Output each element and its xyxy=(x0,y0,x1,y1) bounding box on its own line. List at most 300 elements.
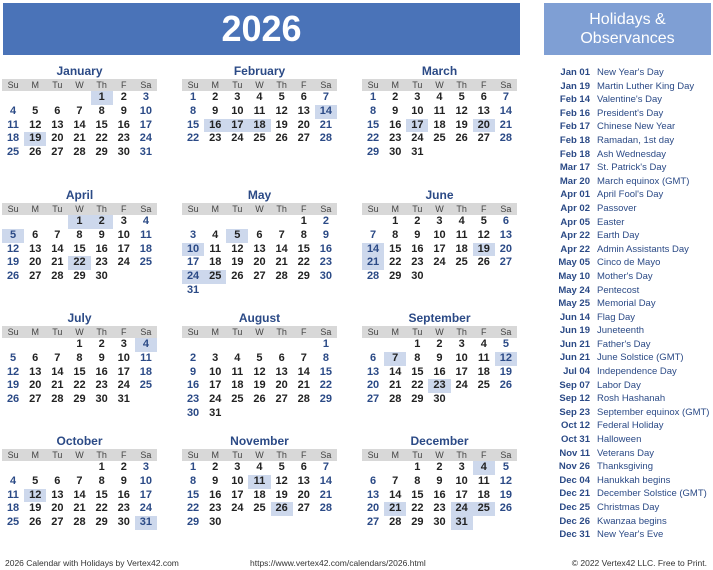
day-cell: 21 xyxy=(51,379,64,392)
weekday-label: M xyxy=(211,450,219,460)
day-cell: 19 xyxy=(29,502,42,515)
footer-left: 2026 Calendar with Holidays by Vertex42.com xyxy=(5,558,179,568)
weekday-label: M xyxy=(391,327,399,337)
weekday-header xyxy=(182,449,337,461)
day-cell: 20 xyxy=(297,488,310,501)
day-cell: 22 xyxy=(186,132,200,145)
day-cell: 30 xyxy=(95,270,108,283)
day-cell: 15 xyxy=(366,118,380,131)
weekday-label: M xyxy=(31,204,39,214)
weekday-label: Th xyxy=(96,450,107,460)
day-cell: 17 xyxy=(433,242,446,255)
holiday-row xyxy=(544,433,711,447)
weekday-label: Th xyxy=(456,327,467,337)
day-cell: 15 xyxy=(297,242,310,255)
holiday-row xyxy=(544,515,711,529)
day-cell: 8 xyxy=(414,351,421,364)
weekday-label: F xyxy=(481,327,487,337)
day-cell: 13 xyxy=(499,228,513,241)
weekday-label: Sa xyxy=(140,327,152,337)
day-cell: 16 xyxy=(433,488,446,501)
day-cell: 26 xyxy=(275,132,288,145)
empty-cell xyxy=(2,91,24,105)
weekday-label: F xyxy=(301,327,307,337)
holiday-name: Father's Day xyxy=(597,338,651,350)
weekday-label: W xyxy=(75,80,84,90)
day-cell: 27 xyxy=(499,256,513,269)
day-cell: 3 xyxy=(120,338,127,350)
day-cell: 25 xyxy=(455,256,468,269)
day-cell: 29 xyxy=(73,270,86,283)
day-cell: 21 xyxy=(319,118,333,131)
day-cell: 15 xyxy=(186,118,200,131)
empty-cell xyxy=(315,516,337,530)
day-cell: 28 xyxy=(73,146,86,159)
day-cell: 5 xyxy=(278,461,285,473)
empty-cell xyxy=(293,338,315,352)
day-cell: 28 xyxy=(389,516,402,529)
weekday-label: Sa xyxy=(320,80,332,90)
month-april xyxy=(2,188,157,284)
holiday-row xyxy=(544,392,711,406)
week-row xyxy=(182,243,337,257)
day-cell: 13 xyxy=(51,118,64,131)
holiday-date: Apr 02 xyxy=(560,202,590,214)
day-cell: 25 xyxy=(6,516,20,529)
day-cell: 26 xyxy=(29,516,42,529)
day-cell: 13 xyxy=(297,104,310,117)
holiday-row xyxy=(544,243,711,257)
weekday-label: Tu xyxy=(232,80,243,90)
holiday-name: New Year's Eve xyxy=(597,529,664,541)
holiday-row xyxy=(544,419,711,433)
holiday-date: Apr 05 xyxy=(560,216,590,228)
holiday-name: Halloween xyxy=(597,434,642,446)
holiday-date: Nov 26 xyxy=(558,461,590,473)
holiday-name: President's Day xyxy=(597,107,664,119)
empty-cell xyxy=(46,91,68,105)
weekday-label: Tu xyxy=(412,327,423,337)
holiday-date: Dec 26 xyxy=(559,515,590,527)
week-row xyxy=(182,475,337,489)
day-cell: 11 xyxy=(477,474,490,487)
day-cell: 13 xyxy=(366,365,380,378)
week-row xyxy=(182,270,337,284)
day-cell: 27 xyxy=(297,502,310,515)
day-cell: 28 xyxy=(389,393,402,406)
weekday-label: Sa xyxy=(500,204,512,214)
day-cell: 17 xyxy=(455,365,468,378)
day-cell: 28 xyxy=(51,270,64,283)
day-cell: 11 xyxy=(7,488,19,501)
day-cell: 19 xyxy=(253,379,266,392)
day-cell: 3 xyxy=(190,228,197,241)
day-cell: 6 xyxy=(32,351,39,364)
empty-cell xyxy=(473,270,495,284)
day-cell: 22 xyxy=(95,502,108,515)
day-cell: 19 xyxy=(473,243,495,257)
week-row xyxy=(2,132,157,146)
day-cell: 14 xyxy=(499,104,513,117)
weekday-label: Sa xyxy=(320,327,332,337)
empty-cell xyxy=(182,338,204,352)
day-cell: 20 xyxy=(366,502,380,515)
week-row xyxy=(182,215,337,229)
holiday-row xyxy=(544,351,711,365)
day-cell: 8 xyxy=(98,104,105,117)
day-cell: 16 xyxy=(411,242,424,255)
week-row xyxy=(2,338,157,352)
day-cell: 25 xyxy=(473,502,495,516)
day-cell: 26 xyxy=(499,379,513,392)
day-cell: 29 xyxy=(366,146,380,159)
day-cell: 15 xyxy=(411,365,424,378)
footer-link[interactable]: https://www.vertex42.com/calendars/2026.html xyxy=(250,558,426,568)
day-cell: 8 xyxy=(414,474,421,487)
month-name: October xyxy=(56,434,103,448)
day-cell: 9 xyxy=(120,474,127,487)
weekday-label: Su xyxy=(367,450,379,460)
month-name: January xyxy=(56,64,103,78)
day-cell: 4 xyxy=(256,461,263,473)
month-name: April xyxy=(65,188,94,202)
day-cell: 25 xyxy=(231,393,244,406)
week-row xyxy=(362,379,517,393)
month-name: December xyxy=(410,434,469,448)
day-cell: 21 xyxy=(73,132,86,145)
holiday-name: Flag Day xyxy=(597,311,636,323)
day-cell: 13 xyxy=(29,242,42,255)
week-row xyxy=(2,502,157,516)
day-cell: 30 xyxy=(319,270,333,283)
day-cell: 31 xyxy=(135,516,157,530)
weekday-label: W xyxy=(435,327,444,337)
weekday-label: Su xyxy=(187,450,199,460)
day-cell: 8 xyxy=(76,228,83,241)
week-row xyxy=(182,352,337,366)
weekday-label: Su xyxy=(367,327,379,337)
day-cell: 24 xyxy=(231,502,244,515)
day-cell: 12 xyxy=(477,228,490,241)
month-name: July xyxy=(67,311,92,325)
weekday-label: Th xyxy=(276,204,287,214)
month-march xyxy=(362,64,517,160)
day-cell: 5 xyxy=(2,229,24,243)
day-cell: 24 xyxy=(231,132,244,145)
day-cell: 18 xyxy=(139,365,153,378)
day-cell: 16 xyxy=(319,242,333,255)
day-cell: 23 xyxy=(186,393,200,406)
day-cell: 27 xyxy=(29,393,42,406)
holiday-date: Sep 23 xyxy=(559,406,590,418)
day-cell: 4 xyxy=(256,91,263,103)
month-july xyxy=(2,311,157,407)
day-cell: 22 xyxy=(186,502,200,515)
day-cell: 30 xyxy=(186,406,200,419)
day-cell: 28 xyxy=(319,132,333,145)
week-row xyxy=(2,352,157,366)
month-name: August xyxy=(238,311,281,325)
day-cell: 7 xyxy=(300,351,307,364)
day-cell: 22 xyxy=(95,132,108,145)
day-cell: 14 xyxy=(51,242,64,255)
weekday-label: Su xyxy=(367,80,379,90)
weekday-label: M xyxy=(31,80,39,90)
empty-cell xyxy=(473,516,495,530)
empty-cell xyxy=(204,338,226,352)
holiday-row xyxy=(544,188,711,202)
day-cell: 15 xyxy=(95,488,108,501)
weekday-label: F xyxy=(121,450,127,460)
week-row xyxy=(362,229,517,243)
empty-cell xyxy=(248,215,270,229)
week-row xyxy=(2,461,157,475)
day-cell: 4 xyxy=(135,338,157,352)
day-cell: 27 xyxy=(366,393,380,406)
weekday-header xyxy=(362,326,517,338)
day-cell: 10 xyxy=(117,228,130,241)
empty-cell xyxy=(226,215,248,229)
weekday-label: Su xyxy=(187,204,199,214)
day-cell: 3 xyxy=(458,461,465,473)
weekday-header xyxy=(2,326,157,338)
day-cell: 26 xyxy=(499,502,513,515)
day-cell: 5 xyxy=(480,215,487,227)
week-row xyxy=(182,119,337,133)
holiday-row xyxy=(544,216,711,230)
day-cell: 2 xyxy=(190,351,197,364)
day-cell: 6 xyxy=(300,91,307,103)
day-cell: 19 xyxy=(231,256,244,269)
week-row xyxy=(362,393,517,407)
day-cell: 12 xyxy=(6,242,20,255)
day-cell: 10 xyxy=(455,351,468,364)
day-cell: 6 xyxy=(278,351,285,364)
day-cell: 22 xyxy=(366,132,380,145)
holiday-row xyxy=(544,120,711,134)
day-cell: 17 xyxy=(186,256,200,269)
day-cell: 16 xyxy=(95,365,108,378)
weekday-label: F xyxy=(301,450,307,460)
holiday-name: Rosh Hashanah xyxy=(597,393,666,405)
holiday-name: Passover xyxy=(597,202,637,214)
week-row xyxy=(362,516,517,530)
day-cell: 17 xyxy=(455,488,468,501)
empty-cell xyxy=(428,270,450,284)
day-cell: 1 xyxy=(190,461,197,473)
week-row xyxy=(2,489,157,503)
day-cell: 14 xyxy=(319,474,333,487)
day-cell: 17 xyxy=(117,242,130,255)
weekday-label: F xyxy=(121,204,127,214)
day-cell: 3 xyxy=(142,461,149,473)
day-cell: 20 xyxy=(51,502,64,515)
day-cell: 20 xyxy=(297,118,310,131)
day-cell: 15 xyxy=(73,365,86,378)
day-cell: 17 xyxy=(139,118,153,131)
day-cell: 12 xyxy=(455,104,468,117)
holiday-date: Apr 22 xyxy=(560,243,590,255)
day-cell: 13 xyxy=(29,365,42,378)
holiday-date: May 25 xyxy=(558,298,590,310)
day-cell: 10 xyxy=(209,365,222,378)
day-cell: 13 xyxy=(477,104,490,117)
weekday-header xyxy=(182,326,337,338)
weekday-label: Th xyxy=(96,204,107,214)
day-cell: 11 xyxy=(140,351,152,364)
day-cell: 16 xyxy=(117,118,130,131)
holiday-date: Nov 11 xyxy=(559,447,590,459)
empty-cell xyxy=(2,215,24,229)
day-cell: 27 xyxy=(51,146,64,159)
weekday-header xyxy=(362,79,517,91)
day-cell: 30 xyxy=(433,393,446,406)
weekday-label: F xyxy=(301,80,307,90)
day-cell: 6 xyxy=(480,91,487,103)
day-cell: 20 xyxy=(473,119,495,133)
weekday-label: Sa xyxy=(320,450,332,460)
weekday-label: Sa xyxy=(500,327,512,337)
day-cell: 23 xyxy=(389,132,402,145)
day-cell: 19 xyxy=(6,379,20,392)
holiday-row xyxy=(544,447,711,461)
holiday-date: May 05 xyxy=(558,257,590,269)
holiday-row xyxy=(544,148,711,162)
week-row xyxy=(362,256,517,270)
week-row xyxy=(362,461,517,475)
day-cell: 1 xyxy=(414,461,421,473)
day-cell: 16 xyxy=(117,488,130,501)
day-cell: 21 xyxy=(389,379,402,392)
day-cell: 22 xyxy=(297,256,310,269)
empty-cell xyxy=(293,516,315,530)
weekday-label: Tu xyxy=(232,327,243,337)
day-cell: 12 xyxy=(24,489,46,503)
day-cell: 7 xyxy=(370,228,377,241)
day-cell: 14 xyxy=(389,365,402,378)
week-row xyxy=(2,146,157,160)
day-cell: 15 xyxy=(95,118,108,131)
holiday-name: Chinese New Year xyxy=(597,121,676,133)
day-cell: 23 xyxy=(411,256,424,269)
empty-cell xyxy=(315,284,337,298)
holiday-date: Jun 21 xyxy=(559,352,590,364)
day-cell: 8 xyxy=(76,351,83,364)
day-cell: 29 xyxy=(186,516,200,529)
day-cell: 9 xyxy=(98,351,105,364)
empty-cell xyxy=(113,270,135,284)
week-row xyxy=(2,393,157,407)
day-cell: 31 xyxy=(139,146,153,159)
holiday-row xyxy=(544,528,711,542)
weekday-label: Tu xyxy=(52,450,63,460)
day-cell: 5 xyxy=(10,351,17,364)
day-cell: 24 xyxy=(433,256,446,269)
day-cell: 14 xyxy=(297,365,310,378)
week-row xyxy=(2,215,157,229)
day-cell: 26 xyxy=(455,132,468,145)
day-cell: 4 xyxy=(10,474,17,487)
week-row xyxy=(2,475,157,489)
empty-cell xyxy=(362,338,384,352)
day-cell: 14 xyxy=(51,365,64,378)
week-row xyxy=(362,366,517,380)
day-cell: 30 xyxy=(95,393,108,406)
day-cell: 2 xyxy=(436,338,443,350)
day-cell: 27 xyxy=(297,132,310,145)
holiday-date: Feb 14 xyxy=(559,94,590,106)
day-cell: 3 xyxy=(436,215,443,227)
weekday-label: M xyxy=(391,204,399,214)
day-cell: 4 xyxy=(142,215,149,227)
day-cell: 12 xyxy=(6,365,20,378)
day-cell: 10 xyxy=(117,351,130,364)
holiday-name: Ash Wednesday xyxy=(597,148,667,160)
day-cell: 23 xyxy=(433,502,446,515)
day-cell: 19 xyxy=(275,118,288,131)
empty-cell xyxy=(428,146,450,160)
weekday-label: Su xyxy=(7,327,19,337)
day-cell: 6 xyxy=(54,104,61,117)
day-cell: 24 xyxy=(411,132,424,145)
weekday-label: M xyxy=(31,327,39,337)
week-row xyxy=(362,352,517,366)
day-cell: 25 xyxy=(139,379,153,392)
month-name: November xyxy=(230,434,289,448)
holiday-row xyxy=(544,406,711,420)
week-row xyxy=(2,243,157,257)
week-row xyxy=(182,338,337,352)
empty-cell xyxy=(473,393,495,407)
day-cell: 7 xyxy=(322,91,329,103)
day-cell: 27 xyxy=(51,516,64,529)
weekday-label: Tu xyxy=(412,450,423,460)
day-cell: 22 xyxy=(73,379,86,392)
holiday-row xyxy=(544,324,711,338)
day-cell: 10 xyxy=(231,104,244,117)
day-cell: 6 xyxy=(370,351,377,364)
day-cell: 4 xyxy=(458,215,465,227)
day-cell: 18 xyxy=(455,242,468,255)
empty-cell xyxy=(248,338,270,352)
empty-cell xyxy=(135,393,157,407)
holiday-name: September equinox (GMT) xyxy=(597,406,710,418)
day-cell: 20 xyxy=(366,379,380,392)
day-cell: 27 xyxy=(253,270,266,283)
weekday-label: Sa xyxy=(500,450,512,460)
empty-cell xyxy=(293,284,315,298)
day-cell: 20 xyxy=(29,256,42,269)
holiday-row xyxy=(544,379,711,393)
weekday-label: Th xyxy=(96,327,107,337)
holiday-date: Apr 01 xyxy=(560,189,590,201)
holiday-name: Veterans Day xyxy=(597,447,655,459)
day-cell: 28 xyxy=(297,393,310,406)
holiday-name: June Solstice (GMT) xyxy=(597,352,684,364)
empty-cell xyxy=(293,407,315,421)
day-cell: 24 xyxy=(182,270,204,284)
holiday-date: May 24 xyxy=(558,284,590,296)
day-cell: 6 xyxy=(300,461,307,473)
day-cell: 17 xyxy=(139,488,153,501)
day-cell: 10 xyxy=(139,474,153,487)
day-cell: 24 xyxy=(209,393,222,406)
day-cell: 19 xyxy=(499,488,513,501)
day-cell: 29 xyxy=(297,270,310,283)
holiday-date: Dec 21 xyxy=(559,488,590,500)
empty-cell xyxy=(271,284,293,298)
week-row xyxy=(362,502,517,516)
